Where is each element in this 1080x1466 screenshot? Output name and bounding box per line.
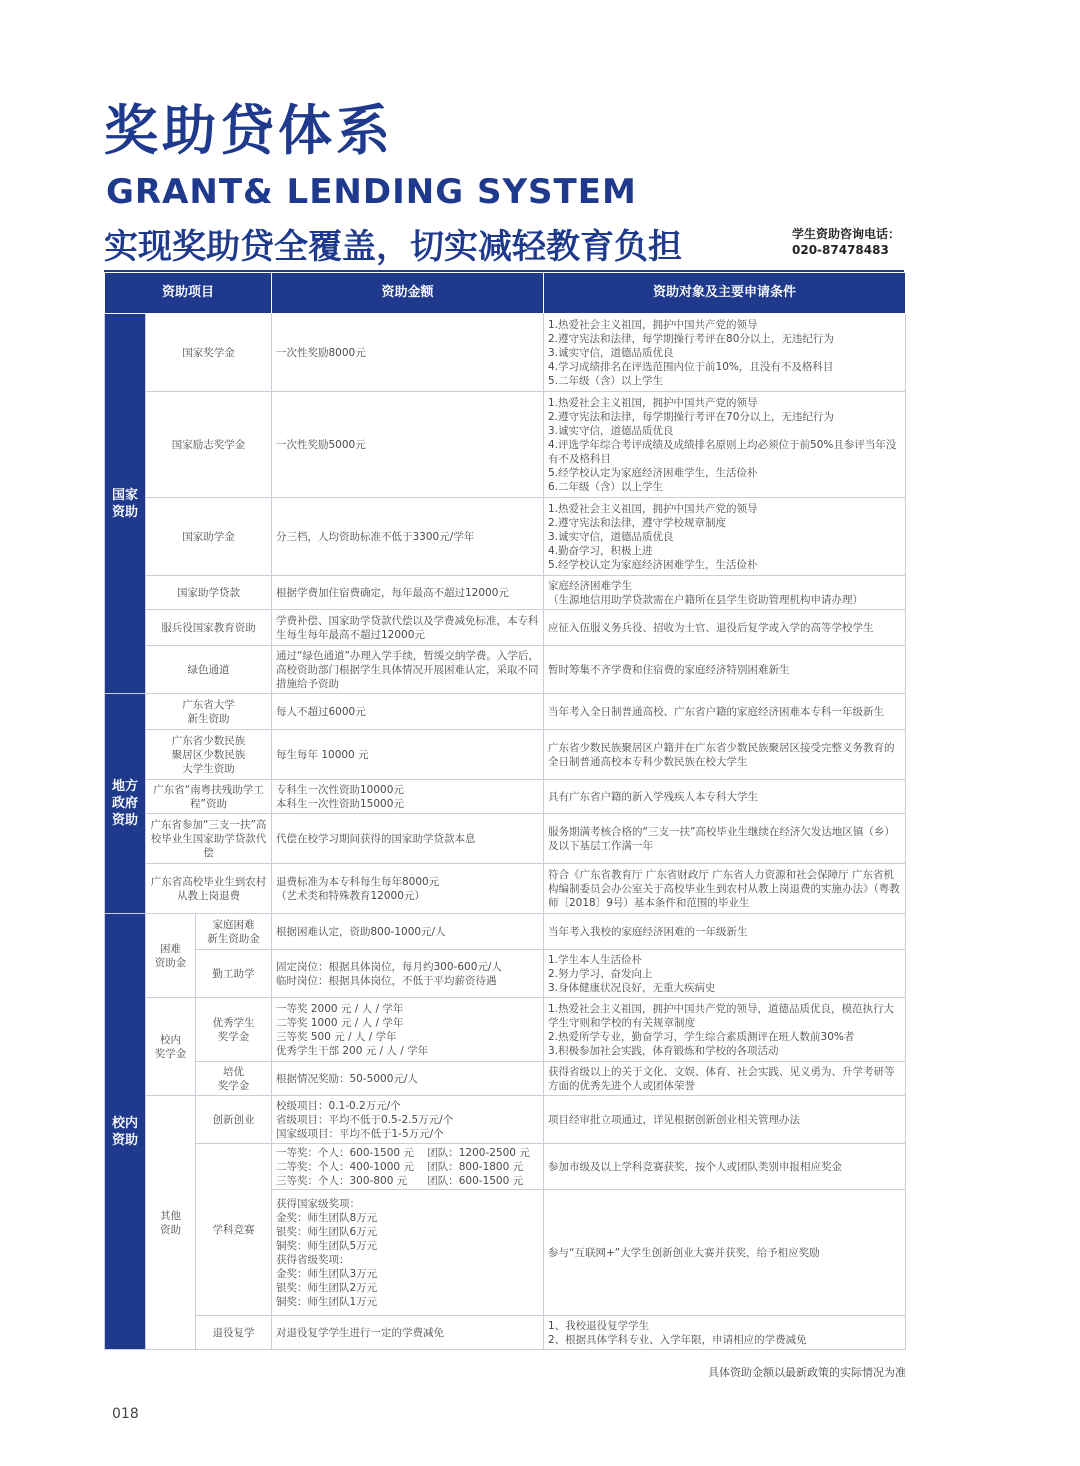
category-national: 国家 资助 [105,314,146,694]
item-name: 退役复学 [196,1316,272,1350]
item-amount: 代偿在校学习期间获得的国家助学贷款本息 [272,814,544,864]
item-name: 家庭困难 新生资助金 [196,914,272,950]
item-conditions: 1.热爱社会主义祖国，拥护中国共产党的领导 2.遵守宪法和法律，遵守学校规章制度 3.诚实守信，道德品质优良 4.勤奋学习，积极上进 5.经学校认定为家庭经济困难学生，生活俭朴 [544,498,906,576]
item-name: 服兵役国家教育资助 [146,610,272,646]
item-name: 优秀学生 奖学金 [196,998,272,1062]
table-row [105,950,906,998]
table-row [105,998,906,1062]
table-row [105,392,906,498]
footer-note: 具体资助金额以最新政策的实际情况为准 [708,1366,906,1379]
header-amount: 资助金额 [272,273,544,314]
table-row [105,576,906,610]
table-row [105,730,906,780]
table-row [105,1096,906,1144]
group-other: 其他 资助 [146,1096,196,1350]
item-name: 广东省高校毕业生到农村从教上岗退费 [146,864,272,914]
table-row [105,610,906,646]
item-amount: 对退役复学学生进行一定的学费减免 [272,1316,544,1350]
table-row [105,780,906,814]
table-row [105,1316,906,1350]
item-conditions: 1、我校退役复学学生 2、根据具体学科专业、入学年限，申请相应的学费减免 [544,1316,906,1350]
header-conditions: 资助对象及主要申请条件 [544,273,906,314]
item-conditions: 1.热爱社会主义祖国，拥护中国共产党的领导 2.遵守宪法和法律，每学期操行考评在80分以上，无违纪行为 3.诚实守信，道德品质优良 4.学习成绩排名在评选范围内位于前10%，且没有不及格科目 5.二年级（含）以上学生 [544,314,906,392]
item-amount: 分三档，人均资助标准不低于3300元/学年 [272,498,544,576]
item-amount: 固定岗位：根据具体岗位，每月约300-600元/人 临时岗位：根据具体岗位，不低于平均薪资待遇 [272,950,544,998]
item-conditions: 获得省级以上的关于文化、文娱、体育、社会实践、见义勇为、升学考研等方面的优秀先进个人或团体荣誉 [544,1062,906,1096]
hotline-label: 学生资助咨询电话： [792,227,901,241]
category-school: 校内 资助 [105,914,146,1350]
page-number: 018 [112,1406,139,1422]
item-amount: 学费补偿、国家助学贷款代偿以及学费减免标准，本专科生每生每年最高不超过12000元 [272,610,544,646]
page-title-english: GRANT& LENDING SYSTEM [106,172,637,212]
item-amount: 一次性奖励8000元 [272,314,544,392]
item-name: 学科竞赛 [196,1144,272,1316]
item-amount: 每人不超过6000元 [272,694,544,730]
item-name: 国家助学贷款 [146,576,272,610]
item-conditions: 1.热爱社会主义祖国，拥护中国共产党的领导，道德品质优良，模范执行大学生守则和学校的有关规章制度 2.热爱所学专业，勤奋学习，学生综合素质测评在班人数前30%者 3.积极参加社会实践，体育锻炼和学校的各项活动 [544,998,906,1062]
table-row [105,864,906,914]
hotline-block [792,226,900,258]
table-row [105,1144,906,1190]
item-name: 国家奖学金 [146,314,272,392]
item-conditions: 参与“互联网+”大学生创新创业大赛并获奖，给予相应奖励 [544,1190,906,1316]
hotline-number: 020-87478483 [792,243,889,257]
page-subtitle: 实现奖助贷全覆盖，切实减轻教育负担 [104,227,682,267]
item-name: 创新创业 [196,1096,272,1144]
table-header-row [105,273,906,314]
table-row [105,814,906,864]
item-amount: 通过“绿色通道”办理入学手续，暂缓交纳学费。入学后，高校资助部门根据学生具体情况开展困难认定，采取不同措施给予资助 [272,646,544,694]
table-row [105,646,906,694]
table-row [105,694,906,730]
item-conditions: 家庭经济困难学生 （生源地信用助学贷款需在户籍所在县学生资助管理机构申请办理） [544,576,906,610]
item-amount: 根据学费加住宿费确定，每年最高不超过12000元 [272,576,544,610]
item-conditions: 1.热爱社会主义祖国，拥护中国共产党的领导 2.遵守宪法和法律，每学期操行考评在70分以上，无违纪行为 3.诚实守信，道德品质优良 4.评选学年综合考评成绩及成绩排名原则上均必须位于前50%且参评当年没有不及格科目 5.经学校认定为家庭经济困难学生，生活俭朴 6.二年级（含）以上学生 [544,392,906,498]
category-local: 地方 政府 资助 [105,694,146,914]
item-amount: 一等奖：个人：600-1500 元 团队：1200-2500 元 二等奖：个人：400-1000 元 团队：800-1800 元 三等奖：个人：300-800 元 团队：600-1500 元 [272,1144,544,1190]
item-conditions: 1.学生本人生活俭朴 2.努力学习、奋发向上 3.身体健康状况良好，无重大疾病史 [544,950,906,998]
item-conditions: 项目经审批立项通过，详见根据创新创业相关管理办法 [544,1096,906,1144]
header-item: 资助项目 [105,273,272,314]
item-amount: 获得国家级奖项： 金奖：师生团队8万元 银奖：师生团队6万元 铜奖：师生团队5万元 获得省级奖项： 金奖：师生团队3万元 银奖：师生团队2万元 铜奖：师生团队1万元 [272,1190,544,1316]
item-name: 广东省“南粤扶残助学工程”资助 [146,780,272,814]
item-conditions: 广东省少数民族聚居区户籍并在广东省少数民族聚居区接受完整义务教育的全日制普通高校本专科少数民族在校大学生 [544,730,906,780]
item-amount: 根据困难认定，资助800-1000元/人 [272,914,544,950]
item-conditions: 具有广东省户籍的新入学残疾人本专科大学生 [544,780,906,814]
item-amount: 每生每年 10000 元 [272,730,544,780]
item-amount: 根据情况奖励：50-5000元/人 [272,1062,544,1096]
item-name: 勤工助学 [196,950,272,998]
item-name: 培优 奖学金 [196,1062,272,1096]
table-row [105,914,906,950]
item-name: 国家助学金 [146,498,272,576]
item-conditions: 暂时筹集不齐学费和住宿费的家庭经济特别困难新生 [544,646,906,694]
item-name: 绿色通道 [146,646,272,694]
item-conditions: 服务期满考核合格的“三支一扶”高校毕业生继续在经济欠发达地区镇（乡）及以下基层工作满一年 [544,814,906,864]
item-name: 广东省参加“三支一扶”高校毕业生国家助学贷款代偿 [146,814,272,864]
item-amount: 专科生一次性资助10000元 本科生一次性资助15000元 [272,780,544,814]
item-conditions: 应征入伍服义务兵役、招收为士官、退役后复学或入学的高等学校学生 [544,610,906,646]
item-name: 广东省少数民族 聚居区少数民族 大学生资助 [146,730,272,780]
item-amount: 一次性奖励5000元 [272,392,544,498]
item-conditions: 符合《广东省教育厅 广东省财政厅 广东省人力资源和社会保障厅 广东省机构编制委员会办公室关于高校毕业生到农村从教上岗退费的实施办法》（粤教师〔2018〕9号）基本条件和范围的毕业生 [544,864,906,914]
aid-table [104,272,906,1350]
item-name: 国家励志奖学金 [146,392,272,498]
item-name: 广东省大学 新生资助 [146,694,272,730]
group-scholarship: 校内 奖学金 [146,998,196,1096]
group-hardship: 困难 资助金 [146,914,196,998]
table-row [105,314,906,392]
table-row [105,498,906,576]
page-title: 奖助贷体系 [104,99,394,162]
item-conditions: 参加市级及以上学科竞赛获奖，按个人或团队类别申报相应奖金 [544,1144,906,1190]
item-conditions: 当年考入全日制普通高校、广东省户籍的家庭经济困难本专科一年级新生 [544,694,906,730]
item-conditions: 当年考入我校的家庭经济困难的一年级新生 [544,914,906,950]
item-amount: 校级项目：0.1-0.2万元/个 省级项目：平均不低于0.5-2.5万元/个 国家级项目：平均不低于1-5万元/个 [272,1096,544,1144]
item-amount: 一等奖 2000 元 / 人 / 学年 二等奖 1000 元 / 人 / 学年 三等奖 500 元 / 人 / 学年 优秀学生干部 200 元 / 人 / 学年 [272,998,544,1062]
item-amount: 退费标准为本专科每生每年8000元 （艺术类和特殊教育12000元） [272,864,544,914]
table-row [105,1062,906,1096]
